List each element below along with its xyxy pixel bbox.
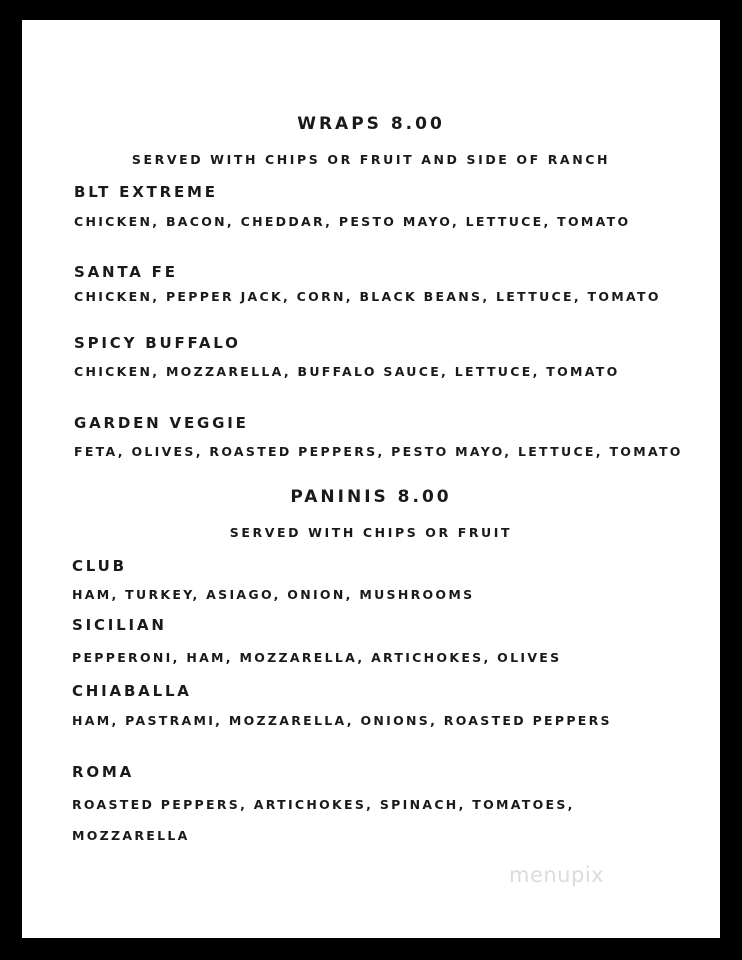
menu-item-desc-garden-veggie: FETA, OLIVES, ROASTED PEPPERS, PESTO MAYO, LETTUCE, TOMATO: [74, 444, 683, 459]
menu-item-name-spicy-buffalo: SPICY BUFFALO: [74, 334, 241, 352]
paninis-section-title: PANINIS 8.00: [290, 487, 452, 507]
menu-item-name-blt-extreme: BLT EXTREME: [74, 183, 218, 201]
paninis-subtitle: SERVED WITH CHIPS OR FRUIT: [229, 525, 513, 540]
menu-page: [22, 20, 720, 938]
menu-item-desc-roma: ROASTED PEPPERS, ARTICHOKES, SPINACH, TOMATOES,: [72, 797, 575, 812]
menu-item-desc-spicy-buffalo: CHICKEN, MOZZARELLA, BUFFALO SAUCE, LETTUCE, TOMATO: [74, 364, 620, 379]
menu-item-desc-roma-continued: MOZZARELLA: [72, 828, 190, 843]
menupix-watermark: menupix: [509, 863, 605, 887]
menu-item-desc-blt-extreme: CHICKEN, BACON, CHEDDAR, PESTO MAYO, LETTUCE, TOMATO: [74, 214, 631, 229]
menu-item-name-santa-fe: SANTA FE: [74, 263, 178, 281]
wraps-section-title: WRAPS 8.00: [297, 114, 445, 134]
menu-item-name-chiaballa: CHIABALLA: [72, 682, 192, 700]
menu-item-name-sicilian: SICILIAN: [72, 616, 167, 634]
wraps-subtitle: SERVED WITH CHIPS OR FRUIT AND SIDE OF RANCH: [131, 152, 611, 167]
menu-item-name-club: CLUB: [72, 557, 127, 575]
menu-item-desc-sicilian: PEPPERONI, HAM, MOZZARELLA, ARTICHOKES, OLIVES: [72, 650, 562, 665]
menu-item-name-roma: ROMA: [72, 763, 135, 781]
menu-item-desc-club: HAM, TURKEY, ASIAGO, ONION, MUSHROOMS: [72, 587, 475, 602]
menu-item-desc-chiaballa: HAM, PASTRAMI, MOZZARELLA, ONIONS, ROASTED PEPPERS: [72, 713, 612, 728]
menu-item-desc-santa-fe: CHICKEN, PEPPER JACK, CORN, BLACK BEANS, LETTUCE, TOMATO: [74, 289, 661, 304]
menu-item-name-garden-veggie: GARDEN VEGGIE: [74, 414, 249, 432]
